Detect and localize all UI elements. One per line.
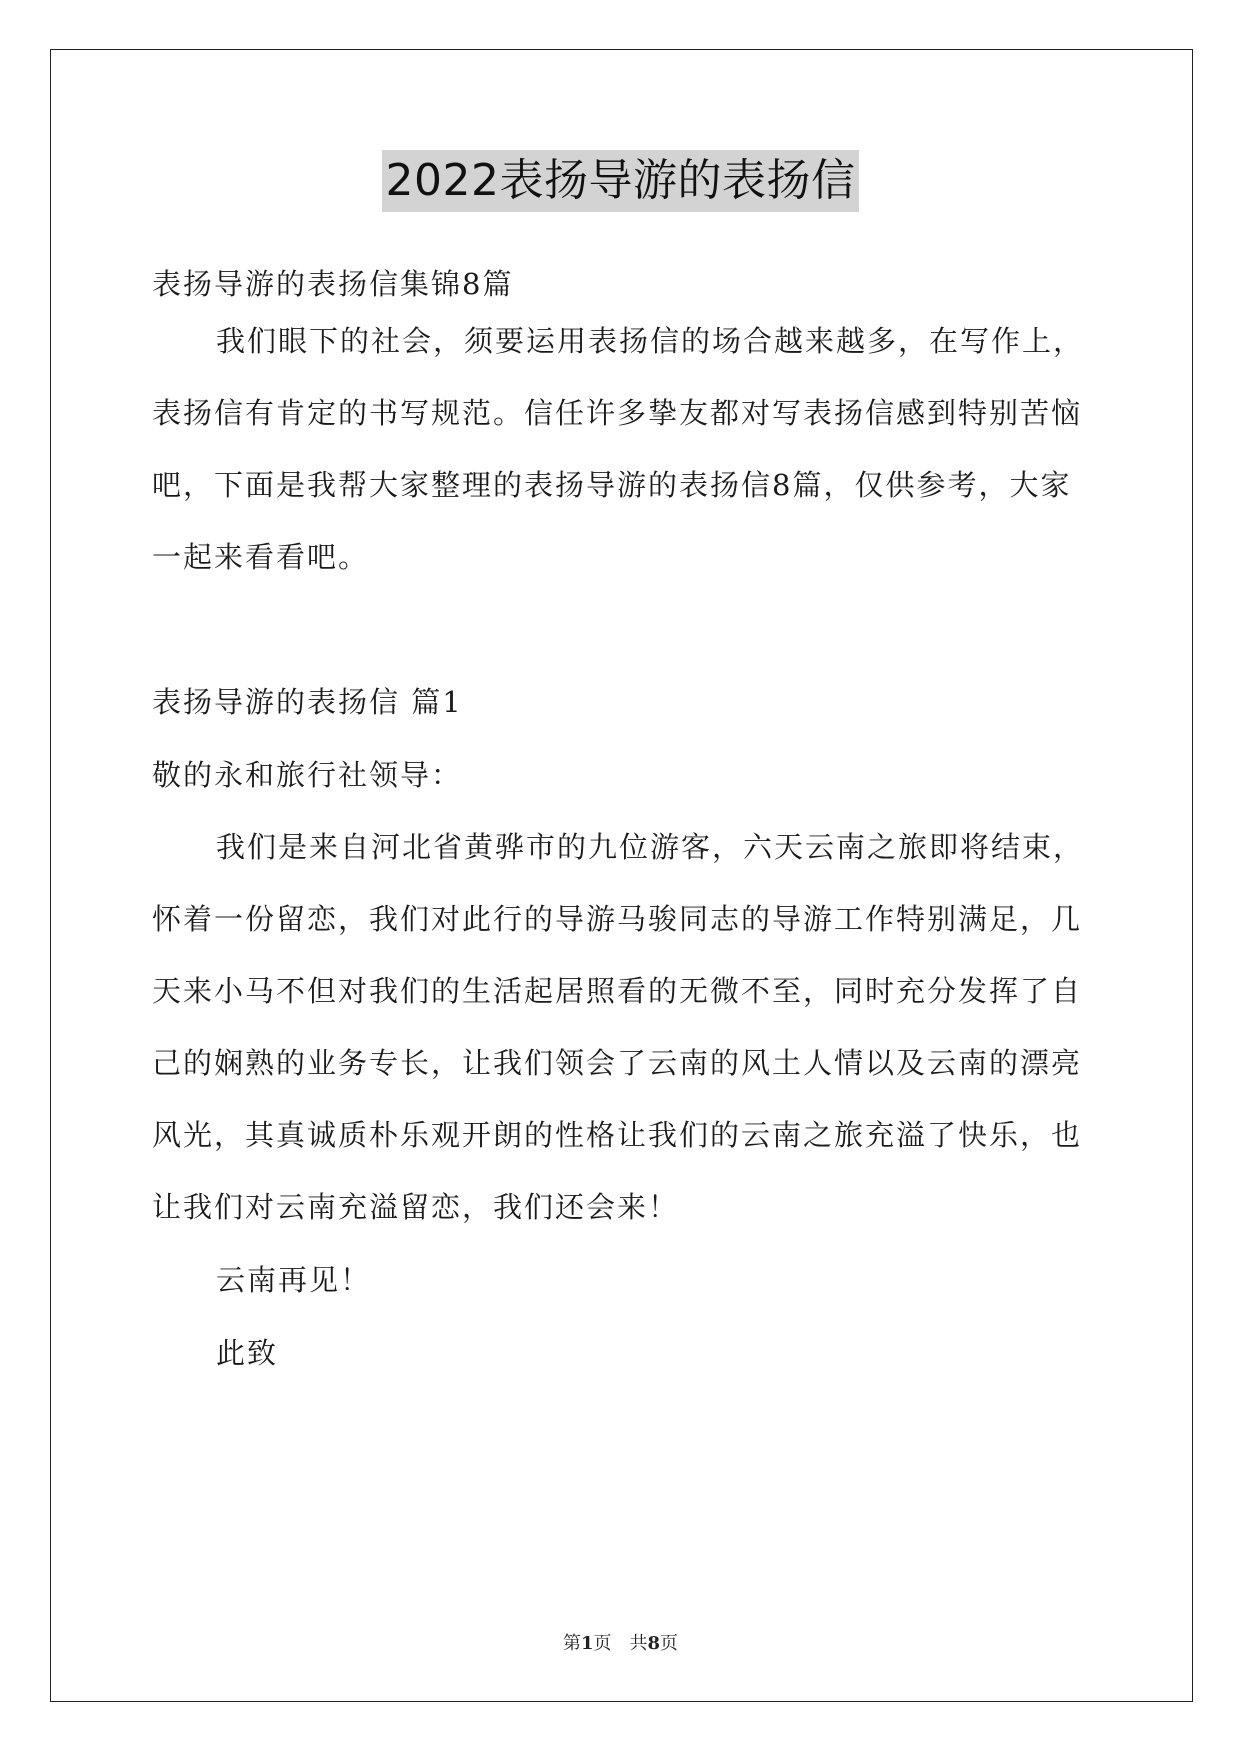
letter-closing: 云南再见！ <box>216 1263 372 1297</box>
letter-salutation: 敬的永和旅行社领导： <box>152 758 463 792</box>
document-subtitle: 表扬导游的表扬信集锦8篇 <box>152 267 514 301</box>
letter-body-line: 怀着一份留恋，我们对此行的导游马骏同志的导游工作特别满足，几 <box>152 902 1083 936</box>
footer-prefix: 第 <box>562 1633 581 1654</box>
section-heading: 表扬导游的表扬信 篇1 <box>152 685 463 719</box>
letter-body-line: 风光，其真诚质朴乐观开朗的性格让我们的云南之旅充溢了快乐，也 <box>152 1118 1083 1152</box>
letter-body-line: 己的娴熟的业务专长，让我们领会了云南的风土人情以及云南的漂亮 <box>152 1046 1083 1080</box>
footer-current-page: 1 <box>580 1633 594 1654</box>
intro-line: 吧，下面是我帮大家整理的表扬导游的表扬信8篇，仅供参考，大家 <box>152 468 1072 502</box>
footer-suffix: 页 <box>660 1633 679 1654</box>
document-title: 2022表扬导游的表扬信 <box>382 150 860 212</box>
page-footer <box>0 1632 1241 1656</box>
footer-total-pages: 8 <box>647 1633 661 1654</box>
footer-mid: 页 共 <box>593 1633 648 1654</box>
intro-line: 我们眼下的社会，须要运用表扬信的场合越来越多，在写作上， <box>216 324 1085 358</box>
letter-body-line: 我们是来自河北省黄骅市的九位游客，六天云南之旅即将结束， <box>216 830 1085 864</box>
title-container <box>0 150 1241 212</box>
letter-body-line: 天来小马不但对我们的生活起居照看的无微不至，同时充分发挥了自 <box>152 974 1083 1008</box>
intro-line: 一起来看看吧。 <box>152 540 370 574</box>
letter-regards: 此致 <box>216 1336 279 1370</box>
letter-body-line: 让我们对云南充溢留恋，我们还会来！ <box>152 1190 680 1224</box>
intro-line: 表扬信有肯定的书写规范。信任许多挚友都对写表扬信感到特别苦恼 <box>152 396 1083 430</box>
